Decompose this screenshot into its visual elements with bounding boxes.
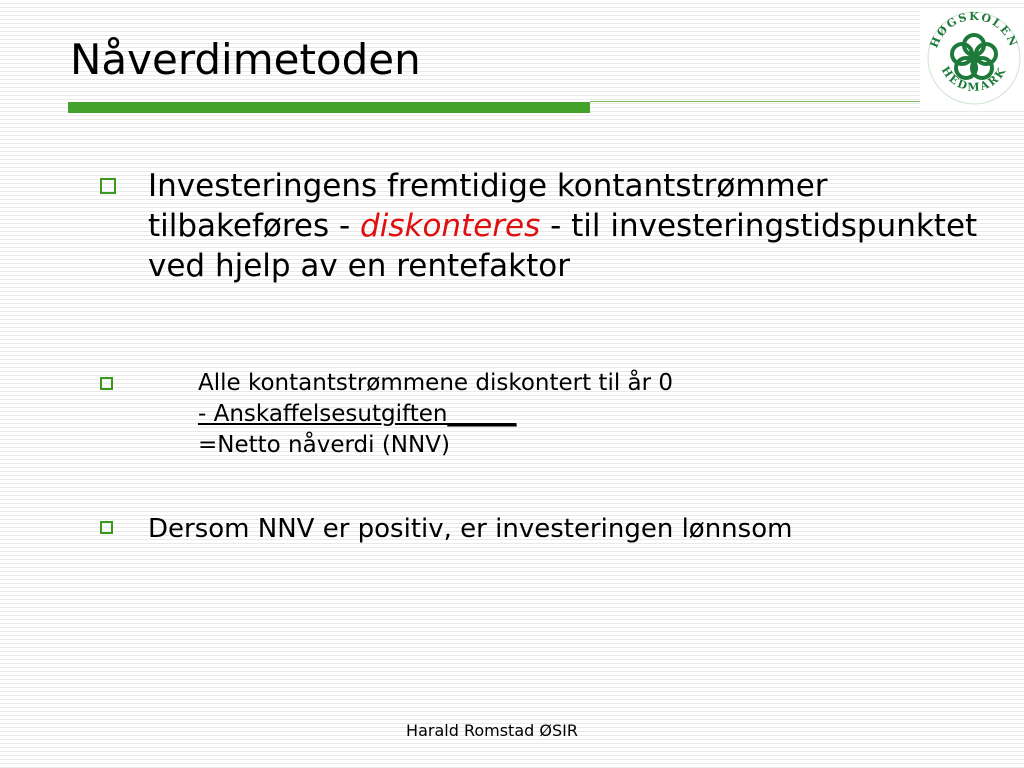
bullet-text-3: Dersom NNV er positiv, er investeringen lønnsom bbox=[148, 514, 793, 544]
bullet-text-2 bbox=[198, 368, 673, 461]
bullet-text-1 bbox=[148, 166, 998, 286]
hollow-square-bullet-icon bbox=[100, 377, 113, 390]
footer bbox=[0, 720, 984, 742]
footer-text: Harald Romstad ØSIR bbox=[406, 721, 578, 740]
logo-text-top: HØGSKOLEN bbox=[927, 10, 1021, 50]
hogskolen-hedmark-logo-icon bbox=[920, 8, 1024, 108]
bullet-2-line-2: - Anskaffelsesutgiften______ bbox=[198, 401, 517, 427]
bullet-1-text-before: Investeringens fremtidige kontantstrømmer tilbakeføres - bbox=[148, 168, 828, 244]
slide-title: Nåverdimetoden bbox=[70, 35, 421, 84]
logo-text-bottom: HEDMARK bbox=[938, 64, 1010, 94]
bullet-2-line-1: Alle kontantstrømmene diskontert til år 0 bbox=[198, 370, 674, 396]
title-underline-thick bbox=[68, 102, 590, 113]
bullet-1-emphasis: diskonteres bbox=[360, 208, 541, 244]
bullet-1-text-after: - til investeringstidspunktet ved hjelp av en rentefaktor bbox=[148, 208, 978, 284]
hollow-square-bullet-icon bbox=[100, 521, 113, 534]
logo-graphic bbox=[926, 10, 1022, 106]
bullet-2-line-3: =Netto nåverdi (NNV) bbox=[198, 432, 450, 458]
hollow-square-bullet-icon bbox=[100, 178, 116, 194]
title-underline-thin bbox=[590, 101, 960, 102]
